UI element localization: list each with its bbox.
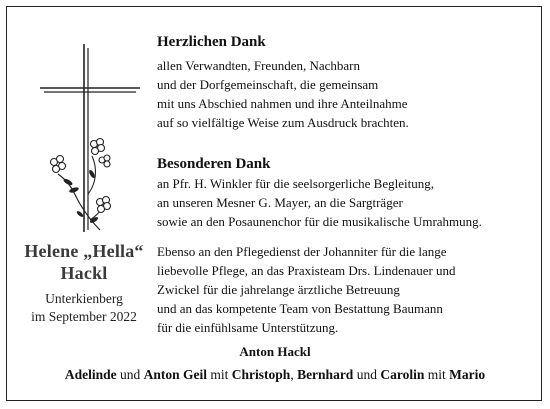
cross-with-flowers-icon	[30, 44, 150, 234]
text-line: allen Verwandten, Freunden, Nachbarn	[157, 58, 360, 73]
family-name: Christoph	[231, 367, 291, 382]
connector: mit	[207, 367, 232, 382]
deceased-block	[14, 240, 154, 326]
signature-block	[0, 343, 550, 385]
connector: und	[353, 367, 381, 382]
connector: mit	[424, 367, 450, 382]
section-further-thanks	[157, 242, 456, 337]
place: Unterkienberg	[45, 291, 123, 306]
section-heartfelt-thanks	[157, 32, 409, 132]
connector: ,	[290, 367, 298, 382]
text-line: sowie an den Posaunenchor für die musikalische Umrahmung.	[157, 214, 482, 229]
text-line: liebevolle Pflege, an das Praxisteam Drs. Lindenauer und	[157, 263, 456, 278]
connector: und	[116, 367, 144, 382]
text-line: und der Dorfgemeinschaft, die gemeinsam	[157, 77, 379, 92]
family-name: Anton Geil	[143, 367, 208, 382]
deceased-surname: Hackl	[60, 263, 108, 283]
text-line: und an das kompetente Team von Bestattung Baumann	[157, 301, 443, 316]
signature-main: Anton Hackl	[239, 344, 311, 359]
text-line: an Pfr. H. Winkler für die seelsorgerliche Begleitung,	[157, 176, 434, 191]
text-line: Zwickel für die jahrelange ärztliche Betreuung	[157, 282, 400, 297]
date: im September 2022	[31, 309, 137, 324]
section-special-thanks	[157, 154, 482, 231]
text-line: für die einfühlsame Unterstützung.	[157, 320, 339, 335]
family-name: Mario	[449, 367, 486, 382]
section-heading: Besonderen Dank	[157, 156, 271, 172]
signature-family	[0, 365, 550, 385]
deceased-name: Helene „Hella“	[24, 241, 144, 261]
family-name: Bernhard	[297, 367, 354, 382]
text-line: mit uns Abschied nahmen und ihre Anteilnahme	[157, 96, 408, 111]
family-name: Carolin	[380, 367, 425, 382]
section-heading: Herzlichen Dank	[157, 34, 266, 50]
text-line: an unseren Mesner G. Mayer, an die Sargträger	[157, 195, 403, 210]
text-line: auf so vielfältige Weise zum Ausdruck brachten.	[157, 115, 409, 130]
text-line: Ebenso an den Pflegedienst der Johanniter für die lange	[157, 244, 447, 259]
family-name: Adelinde	[64, 367, 117, 382]
